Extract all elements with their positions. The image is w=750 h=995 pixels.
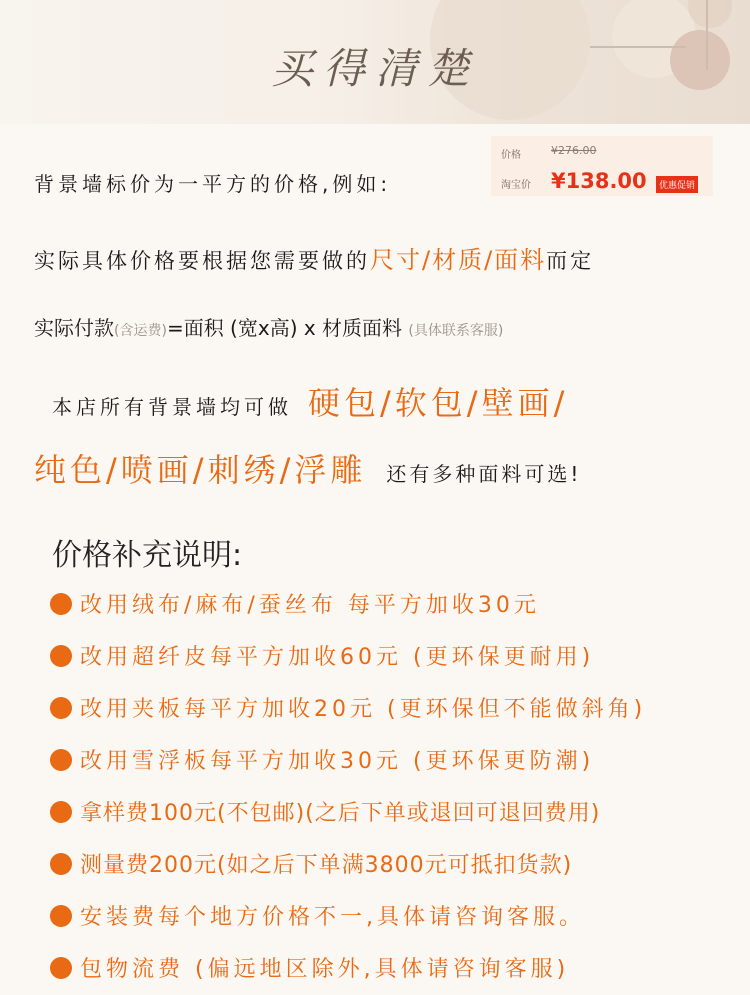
bullet-dot-icon xyxy=(50,697,72,719)
supplement-item xyxy=(50,640,594,671)
sale-price: ¥138.00 xyxy=(551,169,647,193)
supplement-item-text: 改用绒布/麻布/蚕丝布 每平方加收30元 xyxy=(80,593,540,618)
actual-prefix: 实际具体价格要根据您需要做的 xyxy=(34,249,370,273)
supplement-item-text: 改用雪浮板每平方加收30元 (更环保更防潮) xyxy=(80,749,595,774)
decor-circle xyxy=(688,0,732,28)
page-title: 买得清楚 xyxy=(270,44,479,93)
supplement-item xyxy=(50,952,569,983)
supplement-title: 价格补充说明: xyxy=(52,538,243,573)
actual-highlight: 尺寸/材质/面料 xyxy=(370,246,547,274)
header-banner xyxy=(0,0,750,124)
intro-text: 背景墙标价为一平方的价格,例如: xyxy=(34,172,392,196)
original-price: ¥276.00 xyxy=(551,144,597,157)
supplement-item-text: 改用夹板每平方加收20元 (更环保但不能做斜角) xyxy=(80,697,647,722)
bullet-dot-icon xyxy=(50,593,72,615)
supplement-item xyxy=(50,588,540,619)
supplement-item-text: 改用超纤皮每平方加收60元 (更环保更耐用) xyxy=(80,645,595,670)
price-label: 价格 xyxy=(501,150,521,161)
payment-prefix: 实际付款 xyxy=(34,316,114,340)
bullet-dot-icon xyxy=(50,853,72,875)
supplement-item-text: 包物流费 (偏远地区除外,具体请咨询客服) xyxy=(80,957,570,982)
payment-note: (含运费) xyxy=(114,323,167,339)
bullet-dot-icon xyxy=(50,645,72,667)
store-highlight: 硬包/软包/壁画/ xyxy=(308,384,569,422)
supplement-item xyxy=(50,692,646,723)
payment-contact: (具体联系客服) xyxy=(408,323,504,339)
supplement-item-text: 测量费200元(如之后下单满3800元可抵扣货款) xyxy=(80,853,573,878)
bullet-dot-icon xyxy=(50,749,72,771)
actual-price-text xyxy=(34,240,594,275)
actual-suffix: 而定 xyxy=(546,249,595,273)
supplement-item xyxy=(50,744,594,775)
store-prefix: 本店所有背景墙均可做 xyxy=(52,395,292,419)
payment-formula xyxy=(34,312,503,341)
supplement-item-text: 安装费每个地方价格不一,具体请咨询客服。 xyxy=(80,905,585,930)
supplement-item xyxy=(50,900,585,931)
promo-badge: 优惠促销 xyxy=(656,176,698,193)
more-suffix: 还有多种面料可选! xyxy=(386,462,582,486)
supplement-item xyxy=(50,796,600,827)
price-example-card xyxy=(491,136,713,196)
taobao-price-label: 淘宝价 xyxy=(501,180,531,191)
store-text xyxy=(52,378,568,424)
more-options-text xyxy=(34,445,581,491)
more-highlight: 纯色/喷画/刺绣/浮雕 xyxy=(34,451,367,489)
bullet-dot-icon xyxy=(50,905,72,927)
bullet-dot-icon xyxy=(50,957,72,979)
payment-formula-text: =面积 (宽x高) x 材质面料 xyxy=(166,316,403,340)
supplement-item-text: 拿样费100元(不包邮)(之后下单或退回可退回费用) xyxy=(80,801,601,826)
supplement-item xyxy=(50,848,572,879)
bullet-dot-icon xyxy=(50,801,72,823)
